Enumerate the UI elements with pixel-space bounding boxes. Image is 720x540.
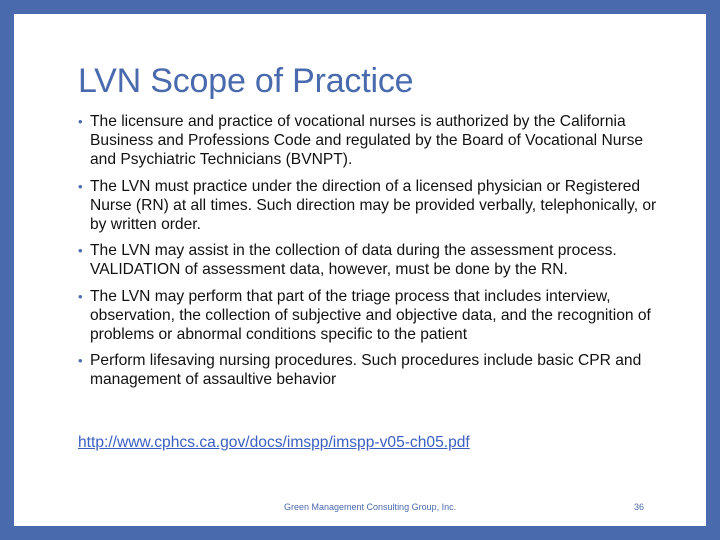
- bullet-text: Perform lifesaving nursing procedures. Such procedures include basic CPR and management of assaultive behavior: [90, 352, 642, 389]
- bullet-icon: •: [78, 114, 83, 129]
- bullet-item: [78, 287, 668, 345]
- bullet-icon: •: [78, 288, 83, 304]
- bullet-text: The LVN may assist in the collection of data during the assessment process. VALIDATION of assessment data, however, must be done by the RN.: [90, 242, 617, 279]
- bullet-icon: •: [78, 178, 83, 194]
- page-number: 36: [634, 502, 645, 512]
- bullet-icon: •: [78, 243, 83, 259]
- bullet-text: The LVN may perform that part of the triage process that includes interview, observation, the collection of subjective and objective data, and the recognition of problems or abnormal conditions specific to the patient: [90, 287, 651, 344]
- bullet-list: [78, 112, 668, 397]
- bullet-icon: •: [78, 353, 83, 369]
- slide: [14, 14, 706, 526]
- bullet-item: [78, 112, 668, 170]
- slide-title: LVN Scope of Practice: [78, 62, 414, 100]
- footer-text: Green Management Consulting Group, Inc.: [284, 502, 457, 512]
- bullet-item: [78, 351, 668, 389]
- bullet-text: The licensure and practice of vocational nurses is authorized by the California Business and Professions Code and regulated by the Board of Vocational Nurse and Psychiatric Technicians (BVNPT).: [90, 113, 644, 169]
- bullet-text: The LVN must practice under the direction of a licensed physician or Registered Nurse (RN) at all times. Such direction may be provided verbally, telephonically, or by written order.: [90, 177, 657, 234]
- bullet-item: [78, 241, 668, 279]
- source-link[interactable]: http://www.cphcs.ca.gov/docs/imspp/imspp-v05-ch05.pdf: [78, 434, 470, 451]
- bullet-item: [78, 177, 668, 235]
